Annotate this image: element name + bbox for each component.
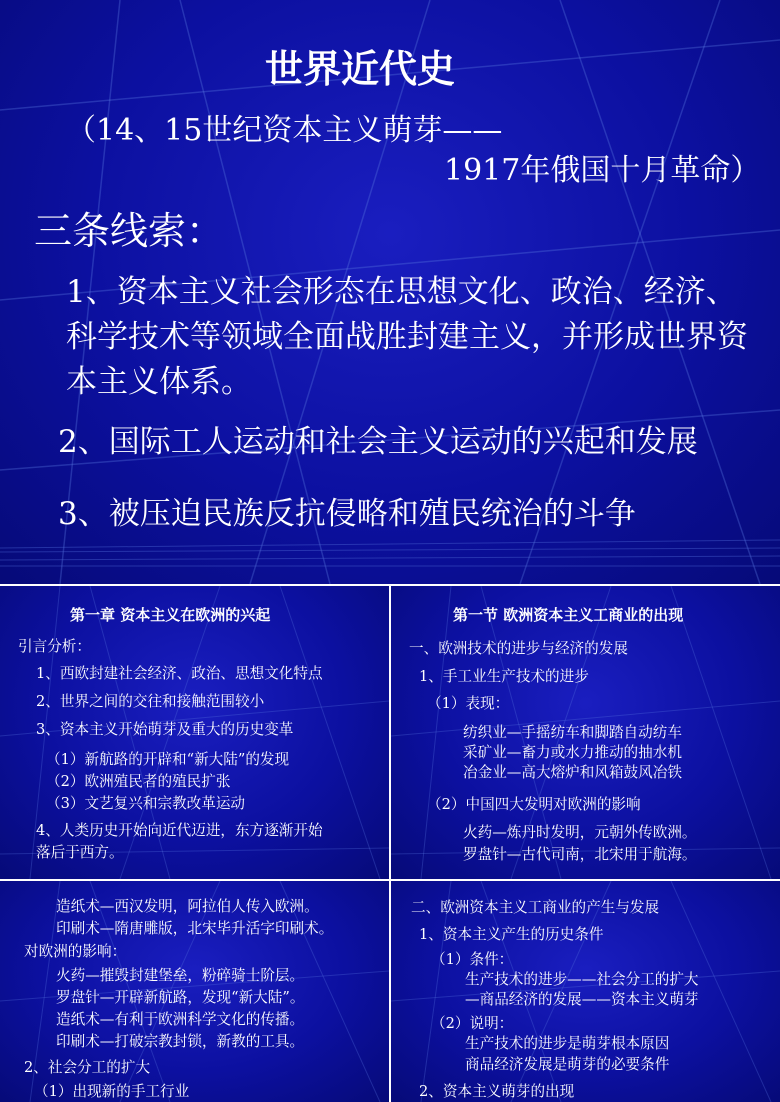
list-item: 4、人类历史开始向近代迈进，东方逐渐开始 [36,822,323,839]
slide-section-two [391,881,780,1102]
list-item: （1）表现： [427,695,510,712]
list-item: 罗盘针—古代司南，北宋用于航海。 [463,846,697,863]
chapter-heading: 第一章 资本主义在欧洲的兴起 [70,606,271,624]
list-item: （1）出现新的手工行业 [34,1083,190,1100]
list-item: 对欧洲的影响： [24,943,127,960]
section-heading: 第一节 欧洲资本主义工商业的出现 [453,606,684,624]
subtitle-line-2: 1917年俄国十月革命） [444,153,761,188]
thread-item-3: 3、被压迫民族反抗侵略和殖民统治的斗争 [58,496,636,532]
list-item: （2）欧洲殖民者的殖民扩张 [46,773,231,790]
list-item: （1）条件： [431,951,514,968]
page-title: 世界近代史 [264,46,455,91]
list-item: 火药—炼丹时发明，元朝外传欧洲。 [463,824,697,841]
slide-four-inventions [0,881,389,1102]
list-item: 生产技术的进步——社会分工的扩大 [465,971,699,988]
list-item: 纺织业—手摇纺车和脚踏自动纺车 [463,724,682,741]
list-item: 商品经济发展是萌芽的必要条件 [465,1056,670,1073]
list-item: 一、欧洲技术的进步与经济的发展 [409,640,628,657]
list-item: （3）文艺复兴和宗教改革运动 [46,795,246,812]
list-item: 二、欧洲资本主义工商业的产生与发展 [411,899,660,916]
list-item: 火药—摧毁封建堡垒，粉碎骑士阶层。 [56,967,305,984]
list-item: 引言分析： [18,638,91,655]
list-item: 2、社会分工的扩大 [24,1059,151,1076]
list-item: 造纸术—西汉发明，阿拉伯人传入欧洲。 [56,898,319,915]
list-item: （2）说明： [431,1015,514,1032]
list-item: 印刷术—打破宗教封锁，新教的工具。 [56,1033,305,1050]
list-item: 1、资本主义产生的历史条件 [419,926,604,943]
list-item: 印刷术—隋唐雕版，北宋毕升活字印刷术。 [56,920,334,937]
list-item: 生产技术的进步是萌芽根本原因 [465,1035,670,1052]
subtitle-line-1: （14、15世纪资本主义萌芽—— [66,113,503,148]
slide-chapter-one [0,586,389,879]
list-item: 3、资本主义开始萌芽及重大的历史变革 [36,721,294,738]
list-item: 造纸术—有利于欧洲科学文化的传播。 [56,1011,305,1028]
list-item: （2）中国四大发明对欧洲的影响 [427,796,641,813]
list-item: —商品经济的发展——资本主义萌芽 [465,991,699,1008]
thread-item-1: 1、资本主义社会形态在思想文化、政治、经济、科学技术等领域全面战胜封建主义，并形成世界资本主义体系。 [66,274,748,400]
list-item: 2、资本主义萌芽的出现 [419,1083,575,1100]
list-item: 冶金业—高大熔炉和风箱鼓风冶铁 [463,764,682,781]
list-item: （1）新航路的开辟和“新大陆”的发现 [46,751,290,768]
list-item: 采矿业—畜力或水力推动的抽水机 [463,744,682,761]
list-item: 落后于西方。 [36,844,124,861]
list-item: 1、手工业生产技术的进步 [419,668,589,685]
list-item: 罗盘针—开辟新航路，发现“新大陆”。 [56,989,305,1006]
threads-heading: 三条线索： [34,209,225,253]
thread-item-2: 2、国际工人运动和社会主义运动的兴起和发展 [58,424,698,460]
list-item: 2、世界之间的交往和接触范围较小 [36,693,265,710]
slide-section-one [391,586,780,879]
list-item: 1、西欧封建社会经济、政治、思想文化特点 [36,665,323,682]
